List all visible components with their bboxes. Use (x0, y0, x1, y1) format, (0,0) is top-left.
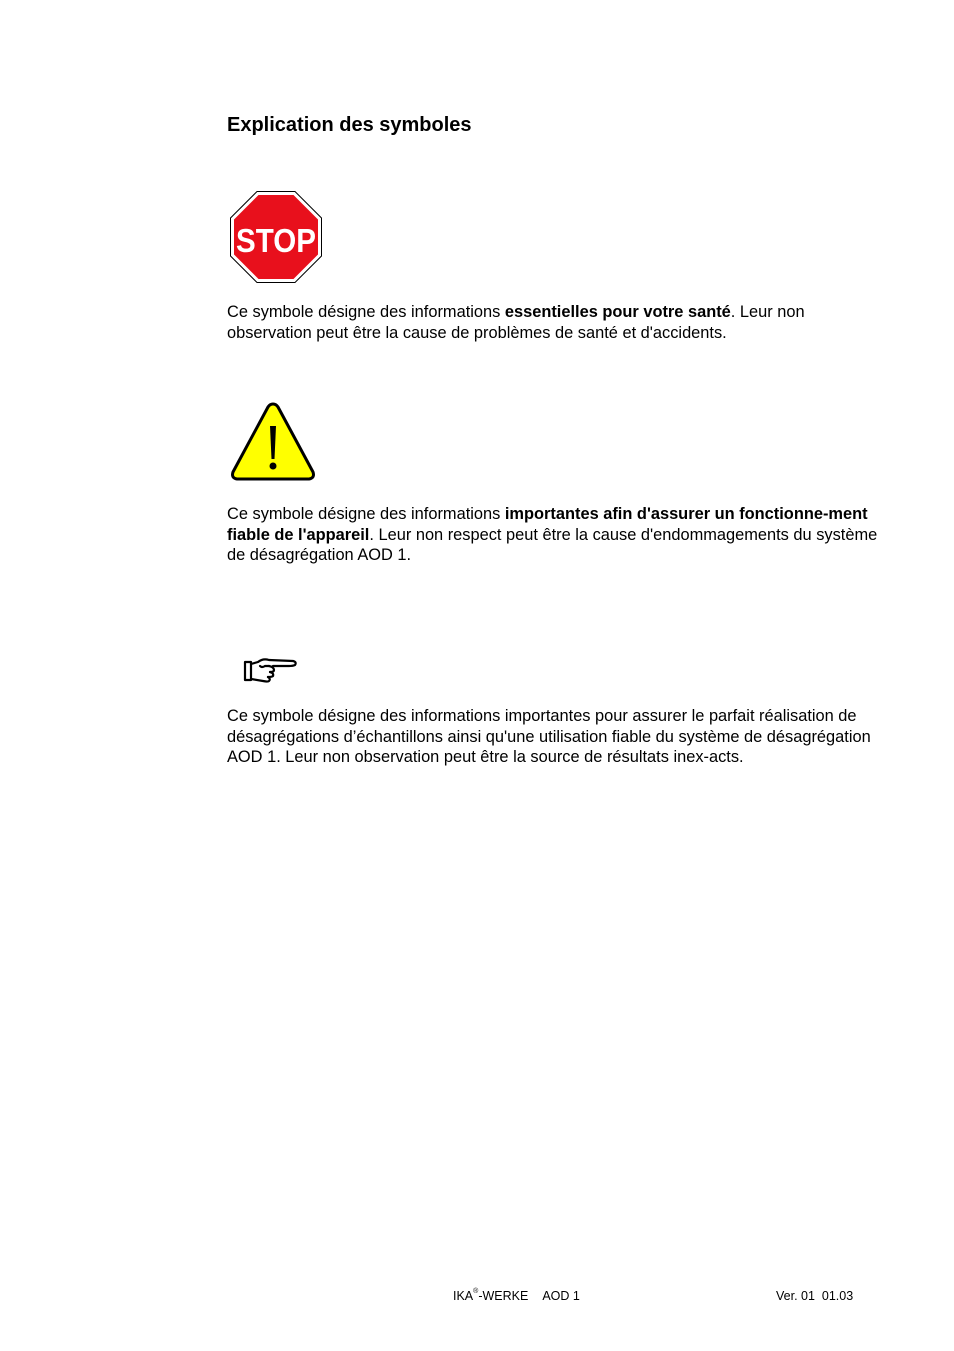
stop-sign-icon (230, 191, 322, 283)
footer-manufacturer (453, 1289, 580, 1303)
footer-model: AOD 1 (542, 1289, 580, 1303)
hand-symbol-description: Ce symbole désigne des informations importantes pour assurer le parfait réalisation de désagrégations d’échantillons ainsi qu'une utilisation fiable du système de désagrégation AOD 1. Leur non observation peut être la source de résultats inex-acts. (227, 707, 871, 767)
description-emphasis: importantes afin d'assurer un fonctionne-ment fiable de l'appareil (227, 505, 868, 544)
warning-symbol-description (227, 504, 887, 566)
hand-thumb (260, 666, 269, 667)
description-text: . Leur non respect peut être la cause d'endommagements du système de désagrégation AOD 1. (227, 525, 878, 565)
stop-sign-text: STOP (236, 222, 316, 259)
exclamation-dot (270, 463, 277, 470)
hand-palm (251, 659, 296, 666)
description-emphasis: essentielles pour votre santé (504, 303, 731, 321)
footer-brand-suffix: -WERKE (478, 1289, 529, 1303)
warning-triangle-icon (229, 401, 317, 482)
footer-version-number: Ver. 01 (776, 1289, 815, 1303)
footer-brand: IKA (453, 1289, 474, 1303)
footer-version (776, 1289, 853, 1303)
stop-symbol-description (227, 302, 887, 343)
hand-finger (251, 677, 270, 682)
hand-cuff (245, 662, 251, 680)
footer-date: 01.03 (821, 1289, 854, 1303)
description-text: . Leur non observation peut être la cause de problèmes de santé et d'accidents. (227, 303, 805, 342)
page-title: Explication des symboles (227, 114, 472, 136)
description-text: Ce symbole désigne des informations (227, 505, 505, 523)
registered-mark: ® (473, 1288, 479, 1295)
pointing-hand-icon (243, 655, 299, 683)
description-text: Ce symbole désigne des informations (227, 303, 505, 321)
